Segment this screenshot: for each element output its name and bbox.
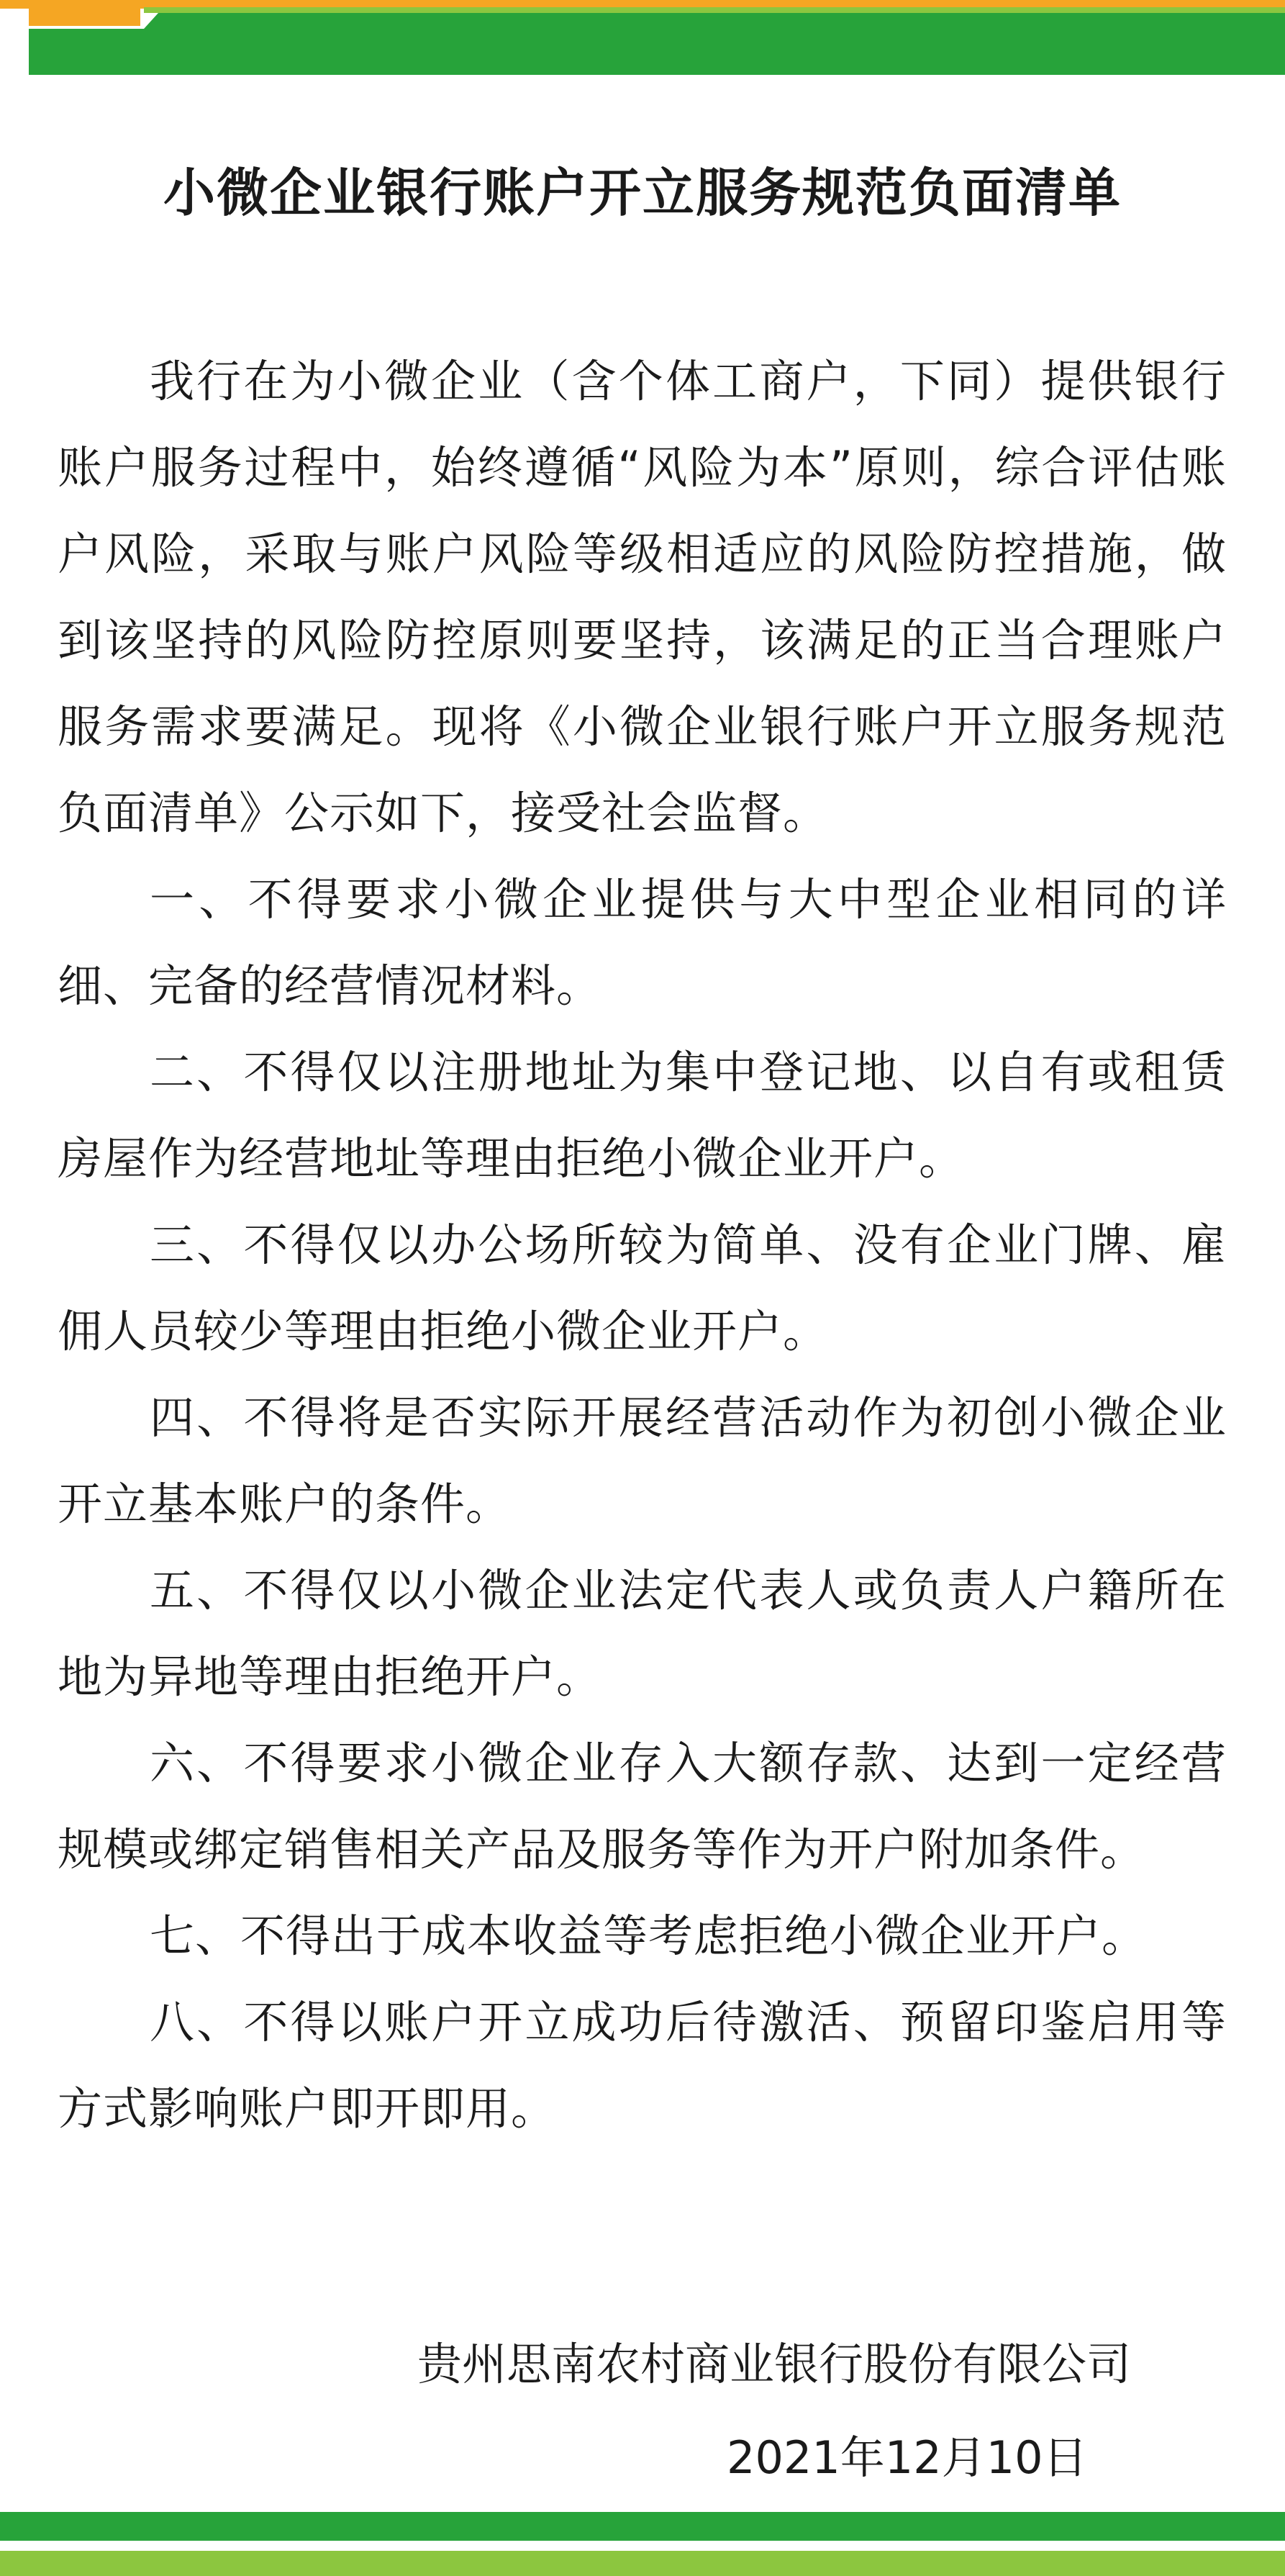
top-orange-corner [29, 0, 140, 26]
list-item: 八、不得以账户开立成功后待激活、预留印鉴启用等方式影响账户即开即用。 [58, 1996, 1227, 2135]
list-item: 二、不得仅以注册地址为集中登记地、以自有或租赁房屋作为经营地址等理由拒绝小微企业开户。 [58, 1046, 1227, 1185]
list-item: 七、不得出于成本收益等考虑拒绝小微企业开户。 [150, 1910, 1148, 1962]
bottom-decorative-band [0, 2512, 1285, 2576]
bottom-light-green-band [0, 2551, 1285, 2576]
bottom-white-gap [0, 2541, 1285, 2551]
bottom-green-band [0, 2512, 1285, 2541]
top-green-band [29, 13, 1285, 75]
page-title: 小微企业银行账户开立服务规范负面清单 [163, 162, 1122, 223]
list-item: 三、不得仅以办公场所较为简单、没有企业门牌、雇佣人员较少等理由拒绝小微企业开户。 [58, 1219, 1227, 1357]
list-item: 五、不得仅以小微企业法定代表人或负责人户籍所在地为异地等理由拒绝开户。 [58, 1564, 1227, 1703]
list-item: 四、不得将是否实际开展经营活动作为初创小微企业开立基本账户的条件。 [58, 1391, 1227, 1530]
signature-date: 2021年12月10日 [727, 2431, 1088, 2484]
intro-paragraph: 我行在为小微企业（含个体工商户，下同）提供银行账户服务过程中，始终遵循“风险为本”原则，综合评估账户风险，采取与账户风险等级相适应的风险防控措施，做到该坚持的风险防控原则要坚持，该满足的正当合理账户服务需求要满足。现将《小微企业银行账户开立服务规范负面清单》公示如下，接受社会监督。 [58, 355, 1227, 839]
top-decorative-band [0, 0, 1285, 79]
top-light-green-line [144, 7, 1285, 13]
document-body [58, 338, 1227, 2152]
signature-company: 贵州思南农村商业银行股份有限公司 [417, 2338, 1132, 2390]
list-item: 六、不得要求小微企业存入大额存款、达到一定经营规模或绑定销售相关产品及服务等作为开户附加条件。 [58, 1737, 1227, 1876]
list-item: 一、不得要求小微企业提供与大中型企业相同的详细、完备的经营情况材料。 [58, 873, 1227, 1012]
